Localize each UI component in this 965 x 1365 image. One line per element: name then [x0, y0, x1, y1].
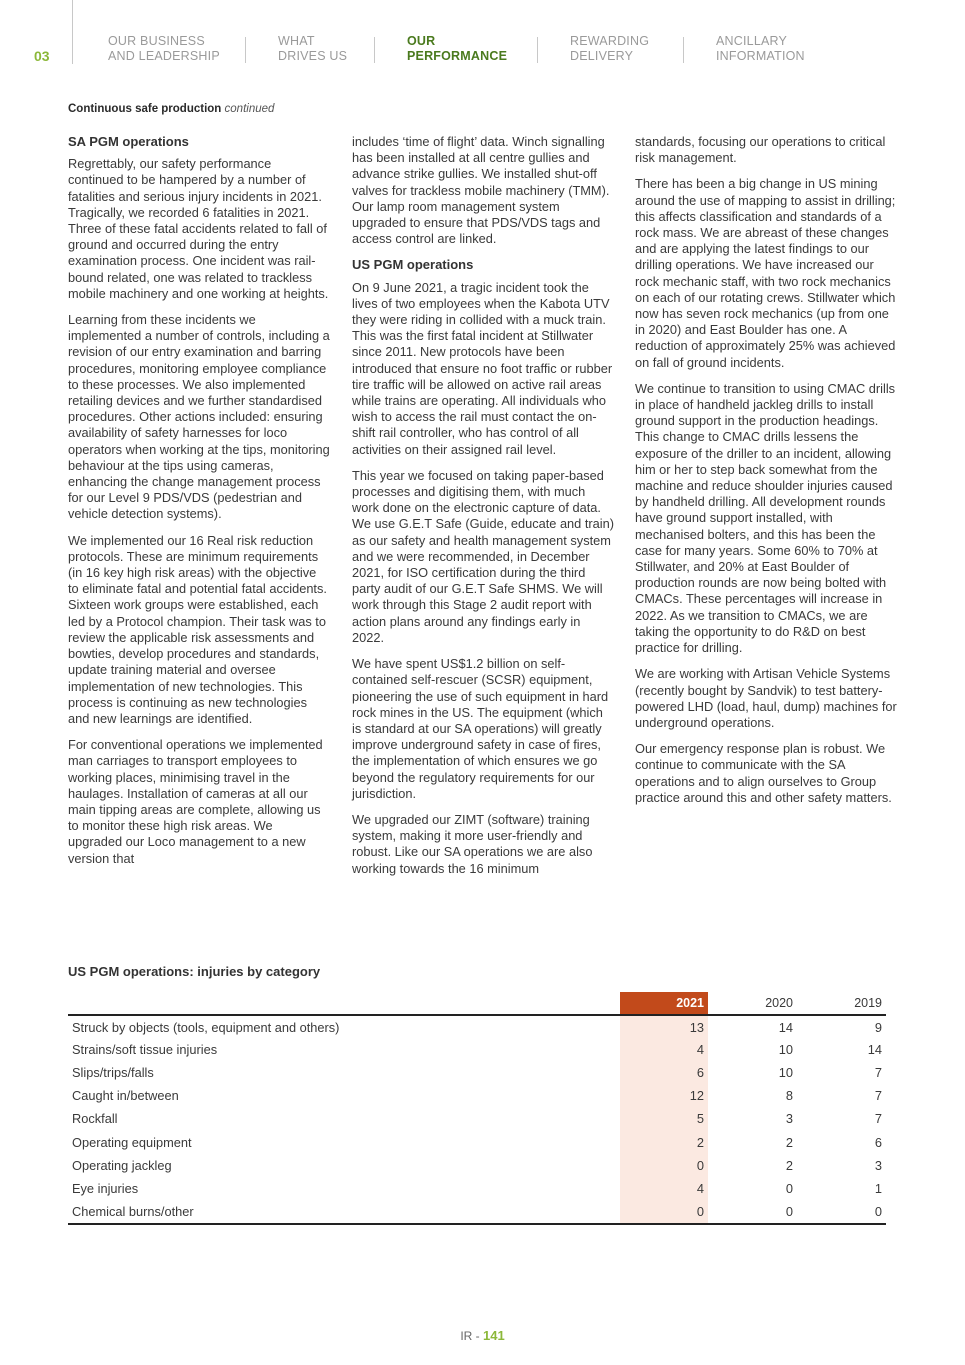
header-2019: 2019: [854, 996, 882, 1010]
row-label: Chemical burns/other: [72, 1203, 194, 1219]
nav-our-business[interactable]: OUR BUSINESS AND LEADERSHIP: [108, 34, 220, 63]
table-title: US PGM operations: injuries by category: [68, 964, 321, 979]
running-head: [68, 103, 274, 115]
table-header-row: [68, 992, 886, 1015]
table-row: [68, 1107, 886, 1130]
nav-separator: [537, 37, 538, 63]
value-2021: 12: [620, 1084, 708, 1107]
value-2019: 3: [874, 1157, 882, 1173]
paragraph: includes ‘time of flight’ data. Winch signalling has been installed at all centre gullies and advance strike gullies. We installed shut-off valves for trackless mobile machinery (TMM). Our lamp room management system upgraded to ensure that PDS/VDS tags and access control are linked.: [352, 134, 610, 247]
value-2020: 14: [778, 1019, 793, 1035]
paragraph: For conventional operations we implemented man carriages to transport employees to working places, minimising travel in the haulages. Installation of cameras at all our main tipping areas are complete, allowing us to monitor these high risk areas. We upgraded our Loco management to a new version that: [68, 737, 323, 866]
row-label: Caught in/between: [72, 1088, 179, 1104]
row-label: Operating jackleg: [72, 1157, 172, 1173]
value-2019: 6: [874, 1134, 882, 1150]
section-divider: [72, 0, 73, 64]
paragraph: We continue to transition to using CMAC drills in place of handheld jackleg drills to install ground support in the production headings. This change to CMAC drills lessens the exposure of the driller to an incident, allowing him or her to step back somewhat from the machine and reduce shoulder injuries caused by handheld drilling. All development rounds have ground support installed, with mechanised bolters, and this has been the case for many years. Some 60% to 70% at Stillwater, and 20% at East Boulder of production rounds are now being bolted with CMACs. These percentages will increase in 2022. As we transition to CMACs, we are taking the opportunity to do R&D on best practice for drilling.: [635, 380, 896, 656]
paragraph: Learning from these incidents we implemented a number of controls, including a revision of our entry examination and barring procedures, monitoring employee compliance to these processes. We also implemented retailing devices and we further standardised procedures. Other actions included: ensuring availability of safety harnesses for loco operators when working at the tips, monitoring behaviour at the tips using cameras, enhancing the change management process for our Level 9 PDS/VDS (pedestrian and vehicle detection systems).: [68, 312, 330, 522]
top-navigation: [0, 0, 965, 80]
nav-separator: [245, 37, 246, 63]
running-head-suffix: continued: [224, 103, 275, 115]
value-2019: 9: [874, 1019, 882, 1035]
value-2019: 7: [874, 1088, 882, 1104]
value-2021: 6: [620, 1061, 708, 1084]
table-row: [68, 1084, 886, 1107]
value-2019: 14: [867, 1042, 882, 1058]
nav-our-performance[interactable]: OUR PERFORMANCE: [407, 34, 508, 63]
value-2020: 0: [785, 1180, 793, 1196]
us-pgm-heading: US PGM operations: [352, 257, 474, 273]
value-2019: 0: [874, 1203, 882, 1219]
value-2021: 4: [620, 1038, 708, 1061]
paragraph: There has been a big change in US mining around the use of mapping to assist in drilling; this affects classification and standards of a rock mass. We are abreast of these changes and are applying the latest findings to our drilling operations. We have increased our rock mechanic staff, with two rock mechanics on each of our rotating crews. Stillwater which now has seven rock mechanics (up from one in 2020) and East Boulder has one. A reduction of approximately 25% was achieved on fall of ground incidents.: [635, 176, 896, 370]
row-label: Operating equipment: [72, 1134, 192, 1150]
value-2021: 0: [620, 1200, 708, 1223]
value-2019: 7: [874, 1111, 882, 1127]
header-2020: 2020: [765, 996, 793, 1010]
text-column-1: [68, 134, 330, 877]
table-row: [68, 1015, 886, 1038]
nav-ancillary-information[interactable]: ANCILLARY INFORMATION: [716, 34, 805, 63]
row-label: Strains/soft tissue injuries: [72, 1042, 218, 1058]
paragraph: This year we focused on taking paper-based processes and digitising them, with much work done on the electronic capture of data. We use G.E.T Safe (Guide, educate and train) as our safety and health management system and we were recommended, in December 2021, for ISO certification during the third party audit of our G.E.T Safe SHMS. We will work through this Stage 2 audit report with action plans around any findings early in 2022.: [352, 467, 615, 645]
page-footer: [0, 1328, 965, 1343]
footer-prefix: IR -: [460, 1329, 483, 1343]
table-row: [68, 1038, 886, 1061]
text-column-3: [635, 134, 899, 816]
header-blank: [68, 992, 620, 1015]
nav-rewarding-delivery[interactable]: REWARDING DELIVERY: [570, 34, 650, 63]
paragraph: We upgraded our ZIMT (software) training system, making it more user-friendly and robust. Like our SA operations we are also working towards the 16 minimum: [352, 811, 593, 876]
value-2020: 10: [778, 1065, 793, 1081]
value-2020: 2: [785, 1157, 793, 1173]
paragraph: Regrettably, our safety performance continued to be hampered by a number of fatalities and serious injury incidents in 2021. Tragically, we recorded 6 fatalities in 2021. Three of these fatal accidents related to fall of ground and occurred during the entry examination process. One incident was rail-bound related, one was related to trackless mobile machinery and one working at heights.: [68, 156, 329, 301]
injuries-table: [68, 992, 886, 1225]
value-2021: 2: [620, 1130, 708, 1153]
paragraph: Our emergency response plan is robust. We continue to communicate with the SA operations and to align ourselves to Group practice around this and other safety matters.: [635, 741, 892, 805]
value-2020: 3: [785, 1111, 793, 1127]
row-label: Struck by objects (tools, equipment and others): [72, 1019, 340, 1035]
running-head-title: Continuous safe production: [68, 103, 222, 115]
value-2020: 0: [785, 1203, 793, 1219]
nav-separator: [683, 37, 684, 63]
header-2021: 2021: [620, 992, 708, 1015]
paragraph: We are working with Artisan Vehicle Systems (recently bought by Sandvik) to test battery-powered LHD (load, haul, dump) machines for underground operations.: [635, 666, 897, 730]
nav-what-drives-us[interactable]: WHAT DRIVES US: [278, 34, 348, 63]
table-row: [68, 1177, 886, 1200]
table-row: [68, 1061, 886, 1084]
sa-pgm-heading: SA PGM operations: [68, 134, 189, 149]
nav-separator: [374, 37, 375, 63]
table-row: [68, 1130, 886, 1153]
value-2019: 7: [874, 1065, 882, 1081]
text-column-2: [352, 134, 614, 887]
value-2021: 13: [620, 1015, 708, 1038]
row-label: Slips/trips/falls: [72, 1065, 154, 1081]
paragraph: We have spent US$1.2 billion on self-contained self-rescuer (SCSR) equipment, pioneering the use of such equipment in hard rock mines in the US. The equipment (which is standard at our SA operations) will greatly improve underground safety in case of fires, the implementation of which ensures we go beyond the regulatory requirements for our jurisdiction.: [352, 656, 609, 801]
section-number: 03: [34, 48, 50, 64]
value-2021: 4: [620, 1177, 708, 1200]
value-2021: 0: [620, 1154, 708, 1177]
row-label: Rockfall: [72, 1111, 118, 1127]
value-2019: 1: [874, 1180, 882, 1196]
table-row: [68, 1200, 886, 1223]
table-bottom-rule: [68, 1223, 886, 1225]
paragraph: On 9 June 2021, a tragic incident took the lives of two employees when the Kabota UTV they were riding in collided with a muck train. This was the first fatal incident at Stillwater since 2011. New protocols have been introduced that ensure no foot traffic or rubber tire traffic will be allowed on active rail areas while trains are operating. All individuals who wish to access the rail must contact the on-shift rail controller, who has control of all activities on their assigned rail level.: [352, 279, 613, 457]
value-2020: 2: [785, 1134, 793, 1150]
row-label: Eye injuries: [72, 1180, 139, 1196]
value-2020: 8: [785, 1088, 793, 1104]
value-2021: 5: [620, 1107, 708, 1130]
table-row: [68, 1154, 886, 1177]
paragraph: standards, focusing our operations to critical risk management.: [635, 134, 886, 166]
value-2020: 10: [778, 1042, 793, 1058]
page-number: 141: [482, 1328, 505, 1343]
paragraph: We implemented our 16 Real risk reduction protocols. These are minimum requirements (in 16 key high risk areas) with the objective to eliminate fatal and potential fatal accidents. Sixteen work groups were established, each led by a Protocol champion. Their task was to review the applicable risk assessments and bowties, develop procedures and standards, update training material and oversee implementation of new technologies. This process is continuing as new technologies and new learnings are identified.: [68, 532, 327, 726]
